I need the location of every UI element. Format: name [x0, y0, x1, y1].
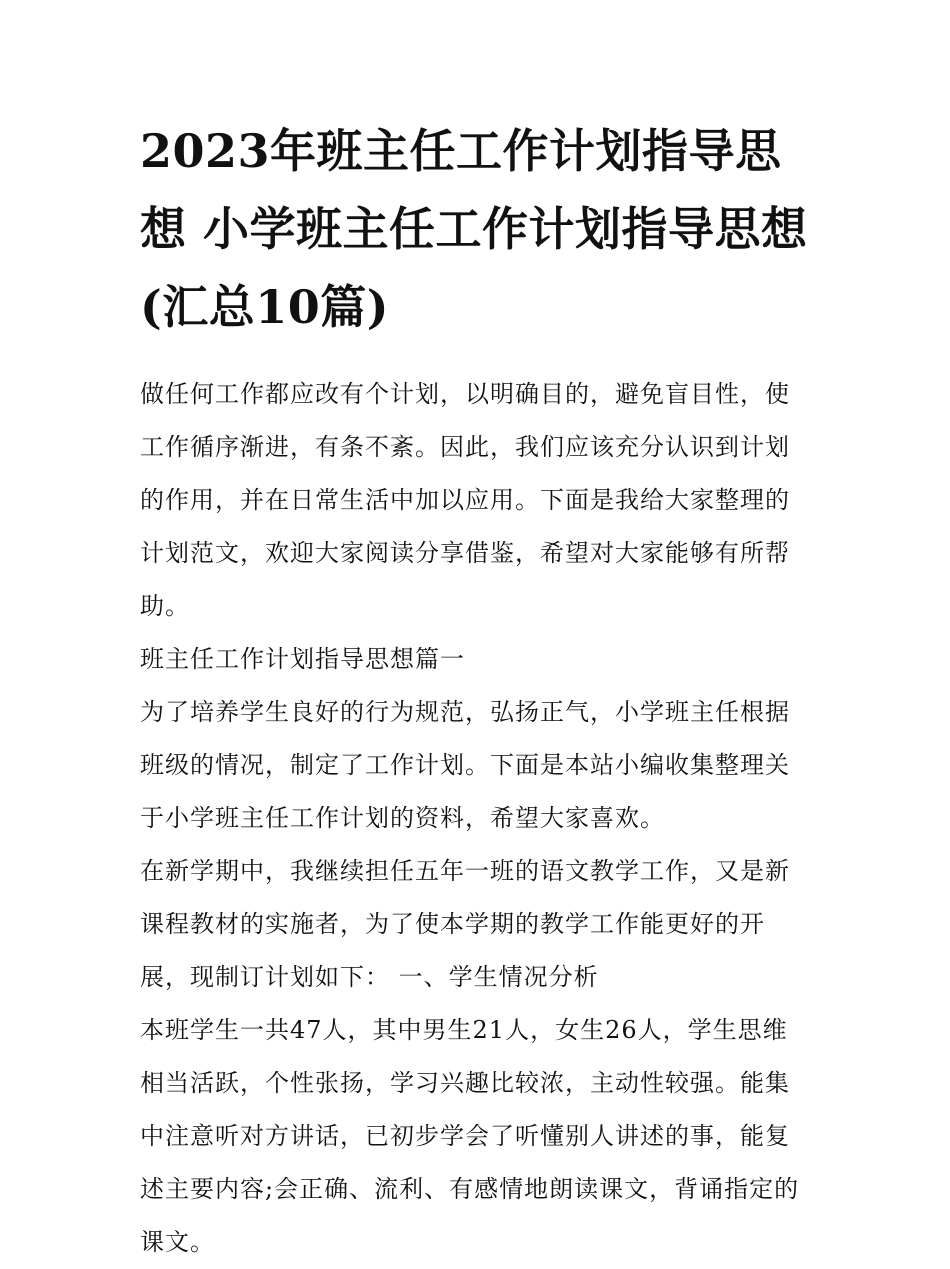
document-page [140, 112, 812, 1269]
intro-paragraph: 做任何工作都应改有个计划，以明确目的，避免盲目性，使工作循序渐进，有条不紊。因此，我们应该充分认识到计划的作用，并在日常生活中加以应用。下面是我给大家整理的计划范文，欢迎大家阅读分享借鉴，希望对大家能够有所帮助。 [140, 380, 790, 620]
body-paragraph: 在新学期中，我继续担任五年一班的语文教学工作，又是新课程教材的实施者，为了使本学期的教学工作能更好的开展，现制订计划如下： 一、学生情况分析 [140, 857, 790, 991]
section-heading: 班主任工作计划指导思想篇一 [140, 645, 465, 673]
document-body [140, 368, 812, 1269]
document-title: 2023年班主任工作计划指导思想 小学班主任工作计划指导思想(汇总10篇) [140, 124, 808, 334]
body-paragraph: 为了培养学生良好的行为规范，弘扬正气，小学班主任根据班级的情况，制定了工作计划。下面是本站小编收集整理关于小学班主任工作计划的资料，希望大家喜欢。 [140, 698, 790, 832]
body-paragraph: 本班学生一共47人，其中男生21人，女生26人，学生思维相当活跃，个性张扬，学习兴趣比较浓，主动性较强。能集中注意听对方讲话，已初步学会了听懂别人讲述的事，能复述主要内容;会正确、流利、有感情地朗读课文，背诵指定的课文。 [140, 1016, 800, 1256]
